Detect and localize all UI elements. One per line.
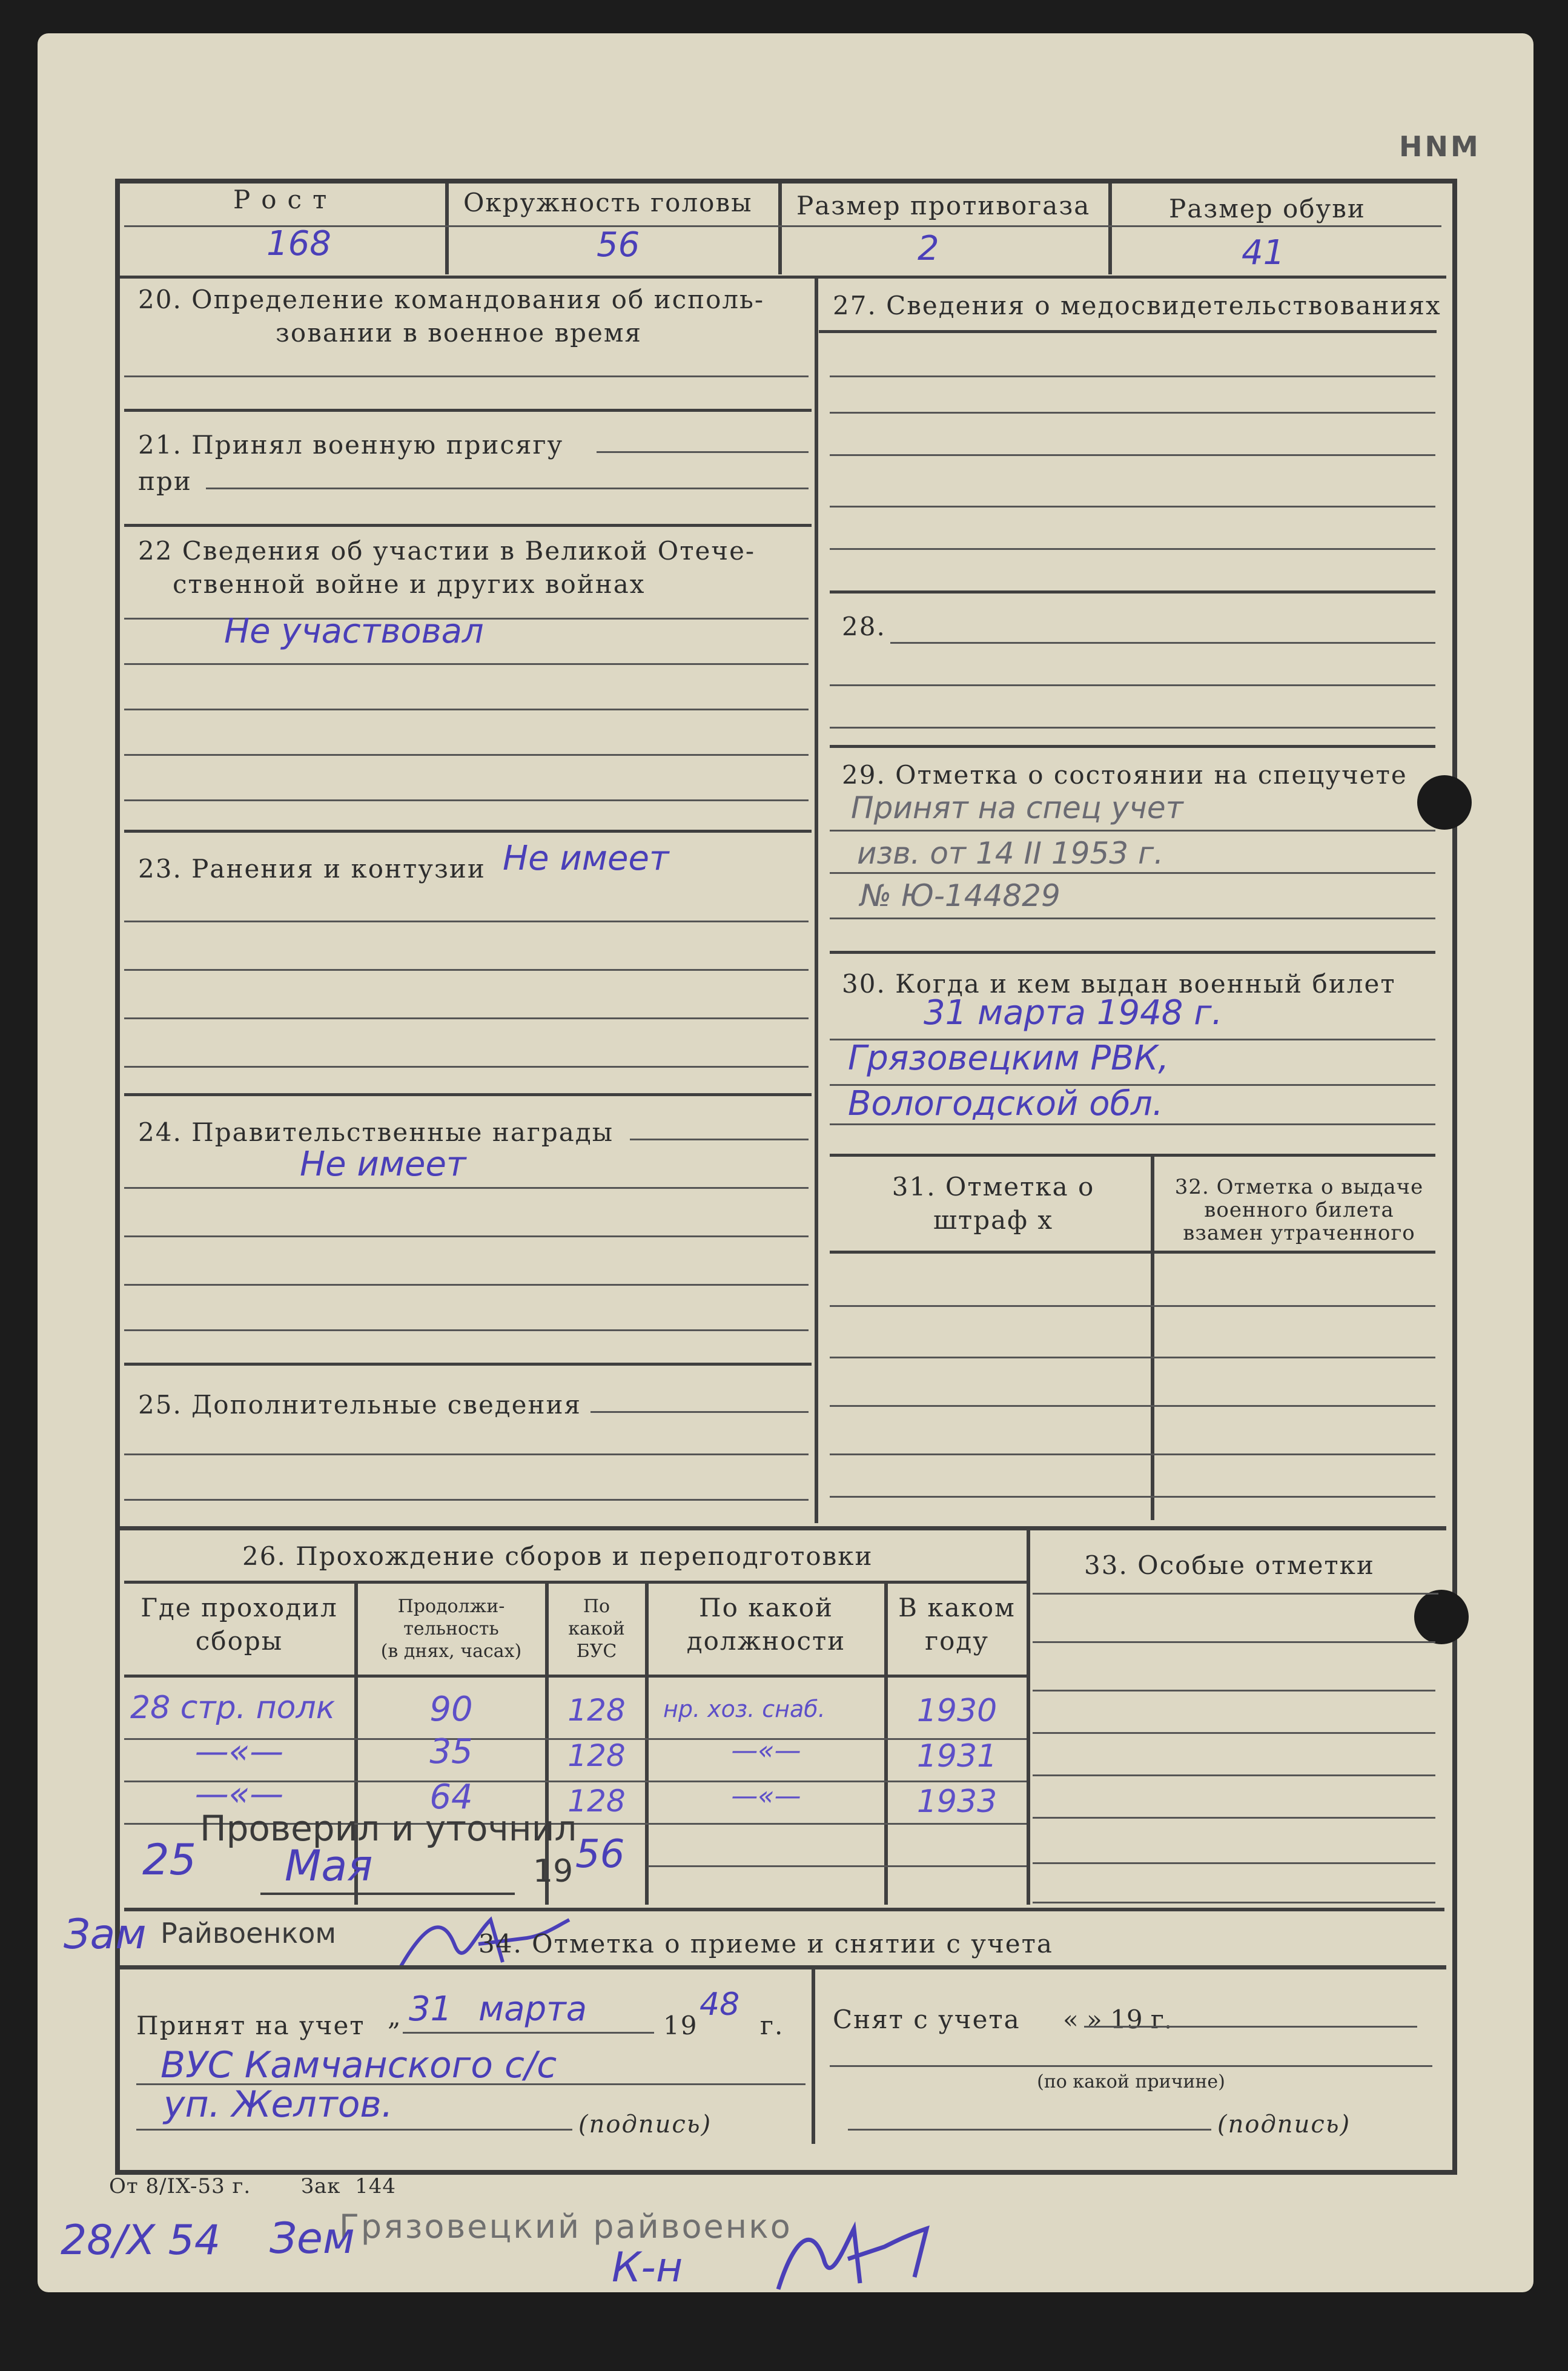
accepted-signature-label: (подпись) xyxy=(578,2111,712,2138)
s23-bottom xyxy=(124,1093,812,1096)
accepted-by-2: уп. Желтов. xyxy=(164,2083,393,2126)
s34-bottom xyxy=(120,1965,1446,1969)
s25-fill xyxy=(590,1411,809,1413)
s30-line-c xyxy=(830,1123,1435,1125)
verified-signer: Зам xyxy=(64,1911,147,1959)
s28-line-c xyxy=(830,727,1435,729)
col-pos-2: должности xyxy=(686,1626,846,1656)
corner-mark: HNM xyxy=(1399,130,1481,163)
col-year-2: году xyxy=(925,1626,989,1656)
header-bottom-line xyxy=(120,276,1446,279)
col-dur-2: тельность xyxy=(403,1618,499,1639)
col-dur-3: (в днях, часах) xyxy=(380,1641,522,1662)
s22-line-d xyxy=(124,754,809,756)
accepted-date-line xyxy=(403,2032,654,2034)
s23-line-b xyxy=(124,969,809,971)
s27-line-a xyxy=(830,375,1435,377)
removed-date-line xyxy=(1084,2026,1417,2028)
s29-value-1: Принят на спец учет xyxy=(851,790,1183,825)
s27-line-0 xyxy=(819,330,1437,333)
row1-position: нр. хоз. снаб. xyxy=(663,1696,825,1722)
verified-stamp: Проверил и уточнил xyxy=(200,1808,577,1849)
s24-bottom xyxy=(124,1363,812,1366)
s23-line-a xyxy=(124,921,809,922)
row3-vus: 128 xyxy=(567,1784,626,1819)
col-vus-1: По xyxy=(583,1596,610,1617)
s21-fill-2 xyxy=(206,488,809,489)
col-pos-1: По какой xyxy=(698,1593,834,1622)
accepted-year-suffix: г. xyxy=(760,2011,784,2040)
footer-name: Зем xyxy=(270,2214,355,2263)
s27-line-e xyxy=(830,548,1435,550)
s22-bottom xyxy=(124,830,812,833)
training-bottom xyxy=(124,1908,1444,1911)
row2-position: —«— xyxy=(731,1735,801,1766)
s32-line2: военного билета xyxy=(1204,1198,1394,1222)
row2-year: 1931 xyxy=(916,1738,997,1774)
s28-label: 28. xyxy=(842,612,886,641)
s20-bottom xyxy=(124,409,812,412)
height-label: Рост xyxy=(233,185,338,214)
s24-line-d xyxy=(124,1329,809,1331)
row1-year: 1930 xyxy=(916,1693,997,1729)
header-divider-1 xyxy=(445,184,449,274)
middle-separator xyxy=(120,1526,1446,1530)
s20-line2: зовании в военное время xyxy=(276,318,643,348)
s31-line-b xyxy=(830,1357,1435,1358)
verified-year-suffix: 56 xyxy=(575,1832,625,1877)
accepted-by-1: ВУС Камчанского с/с xyxy=(160,2044,557,2086)
s30-label: 30. Когда и кем выдан военный билет xyxy=(842,969,1396,999)
s27-line-c xyxy=(830,454,1435,456)
s24-line-b xyxy=(124,1235,809,1237)
s34-divider xyxy=(812,1968,815,2144)
s24-line-c xyxy=(124,1284,809,1286)
s29-line-a xyxy=(830,830,1435,832)
s28-line-a xyxy=(890,642,1435,644)
s31-line1: 31. Отметка о xyxy=(892,1172,1095,1202)
training-header-bottom xyxy=(124,1675,1027,1678)
training-title-bottom xyxy=(124,1581,1027,1584)
verified-date-line xyxy=(260,1893,515,1895)
punch-hole-top xyxy=(1417,775,1472,830)
accepted-year: 48 xyxy=(700,1986,740,2023)
s33-line-e xyxy=(1033,1817,1435,1819)
shoe-label: Размер обуви xyxy=(1169,194,1366,223)
s31-line2: штраф х xyxy=(933,1205,1054,1235)
s21-line1: 21. Принял военную присягу xyxy=(138,430,564,460)
s33-line-f xyxy=(1033,1862,1435,1864)
mask-label: Размер противогаза xyxy=(796,191,1091,220)
s22-line-e xyxy=(124,799,809,801)
row2-vus: 128 xyxy=(567,1738,626,1773)
s34-label: 34. Отметка о приеме и снятии с учета xyxy=(478,1929,1053,1959)
accepted-line-2 xyxy=(136,2129,572,2131)
s33-divider xyxy=(1027,1529,1030,1905)
row1-vus: 128 xyxy=(567,1693,626,1728)
s24-label: 24. Правительственные награды xyxy=(138,1117,614,1147)
removed-line-1 xyxy=(830,2065,1432,2067)
s33-line-g xyxy=(1033,1902,1435,1903)
header-divider-2 xyxy=(778,184,782,274)
s32-line1: 32. Отметка о выдаче xyxy=(1174,1175,1424,1199)
row1-place: 28 стр. полк xyxy=(130,1690,336,1726)
s21-fill-1 xyxy=(597,451,809,453)
s24-line-a xyxy=(124,1187,809,1189)
verified-day: 25 xyxy=(142,1835,197,1885)
s25-line-a xyxy=(124,1453,809,1455)
s25-label: 25. Дополнительные сведения xyxy=(138,1390,582,1420)
s29-line-b xyxy=(830,872,1435,874)
s25-line-b xyxy=(124,1499,809,1501)
s22-line-c xyxy=(124,709,809,710)
reason-label: (по какой причине) xyxy=(1037,2071,1225,2092)
s31-line-e xyxy=(830,1496,1435,1498)
accepted-day-quote-open: „ xyxy=(388,2002,402,2031)
accepted-prefix: Принят на учет xyxy=(136,2011,365,2040)
s20-line1: 20. Определение командования об исполь- xyxy=(138,285,765,314)
row1-duration: 90 xyxy=(429,1690,473,1729)
row3-place: —«— xyxy=(194,1774,284,1814)
s32-line3: взамен утраченного xyxy=(1183,1221,1415,1245)
row3-duration: 64 xyxy=(429,1777,473,1817)
header-divider-3 xyxy=(1108,184,1112,274)
row4-line xyxy=(648,1865,1027,1867)
s20-line-a xyxy=(124,375,809,377)
footer-signature-prefix: К-н xyxy=(612,2244,683,2292)
s29-value-2: изв. от 14 II 1953 г. xyxy=(857,836,1164,871)
row2-place: —«— xyxy=(194,1732,284,1771)
s33-line-0 xyxy=(1033,1593,1438,1595)
s29-value-3: № Ю-144829 xyxy=(860,878,1060,913)
punch-hole-bottom xyxy=(1414,1590,1469,1644)
s23-line-d xyxy=(124,1066,809,1068)
s21-bottom xyxy=(124,524,812,527)
accepted-day: 31 xyxy=(409,1989,452,2029)
s22-value: Не участвовал xyxy=(224,612,484,651)
row2-duration: 35 xyxy=(429,1732,473,1771)
head-label: Окружность головы xyxy=(463,188,753,217)
s21-line2: при xyxy=(138,466,192,496)
shoe-value: 41 xyxy=(1242,233,1285,273)
col-vus-2: какой xyxy=(568,1618,625,1639)
col-where-1: Где проходил xyxy=(141,1593,338,1622)
s30-value-3: Вологодской обл. xyxy=(848,1084,1163,1123)
accepted-year-prefix: 19 xyxy=(663,2011,698,2040)
s23-value: Не имеет xyxy=(503,839,669,878)
footer-signature xyxy=(769,2204,951,2307)
mask-value: 2 xyxy=(918,229,939,268)
removed-signature-label: (подпись) xyxy=(1217,2111,1351,2138)
s28-line-b xyxy=(830,684,1435,686)
s30-value-1: 31 марта 1948 г. xyxy=(924,993,1223,1033)
s23-label: 23. Ранения и контузии xyxy=(138,854,486,884)
s33-line-a xyxy=(1033,1641,1435,1643)
head-value: 56 xyxy=(597,225,640,265)
s27-bottom xyxy=(830,590,1435,594)
row3-year: 1933 xyxy=(916,1784,997,1820)
verified-year-prefix: 19 xyxy=(533,1853,574,1890)
col-vus-3: БУС xyxy=(576,1641,617,1662)
s33-line-c xyxy=(1033,1732,1435,1734)
verified-month: Мая xyxy=(285,1841,373,1891)
s22-line2: ственной войне и других войнах xyxy=(173,569,646,599)
accepted-month: марта xyxy=(478,1989,587,2029)
s33-line-d xyxy=(1033,1774,1435,1776)
s31-line-d xyxy=(830,1453,1435,1455)
footer-date: 28/X 54 xyxy=(61,2217,221,2264)
removed-prefix: Снят с учета xyxy=(833,2005,1021,2034)
s31-s32-divider xyxy=(1151,1157,1154,1520)
s31-header-bottom xyxy=(830,1251,1435,1254)
s31-line-a xyxy=(830,1305,1435,1307)
s29-label: 29. Отметка о состоянии на спецучете xyxy=(842,760,1408,790)
print-info: От 8/IX-53 г. Зак 144 xyxy=(109,2174,397,2198)
removed-date: « » 19 г. xyxy=(1063,2005,1173,2034)
s29-bottom xyxy=(830,951,1435,954)
s30-bottom xyxy=(830,1154,1435,1157)
s24-value: Не имеет xyxy=(300,1145,466,1184)
s22-line1: 22 Сведения об участии в Великой Отече- xyxy=(138,536,756,566)
training-title: 26. Прохождение сборов и переподготовки xyxy=(242,1541,873,1571)
removed-line-2 xyxy=(848,2129,1211,2131)
s28-bottom xyxy=(830,745,1435,748)
footer-stamp: Грязовецкий райвоенко xyxy=(339,2207,792,2246)
s29-line-c xyxy=(830,918,1435,919)
s27-line-d xyxy=(830,506,1435,508)
col-year-1: В каком xyxy=(898,1593,1016,1622)
main-divider xyxy=(815,276,818,1523)
s30-value-2: Грязовецким РВК, xyxy=(848,1039,1169,1078)
verified-office: Райвоенком xyxy=(160,1917,337,1949)
s22-line-b xyxy=(124,663,809,665)
s33-line-b xyxy=(1033,1690,1435,1691)
s24-fill xyxy=(630,1139,809,1140)
height-value: 168 xyxy=(266,224,331,263)
row3-position: —«— xyxy=(731,1781,801,1811)
s33-label: 33. Особые отметки xyxy=(1084,1550,1375,1580)
col-where-2: сборы xyxy=(195,1626,283,1656)
col-dur-1: Продолжи- xyxy=(397,1596,505,1617)
s27-line-b xyxy=(830,412,1435,414)
s23-line-c xyxy=(124,1017,809,1019)
s31-line-c xyxy=(830,1405,1435,1407)
s27-label: 27. Сведения о медосвидетельствованиях xyxy=(833,291,1441,320)
